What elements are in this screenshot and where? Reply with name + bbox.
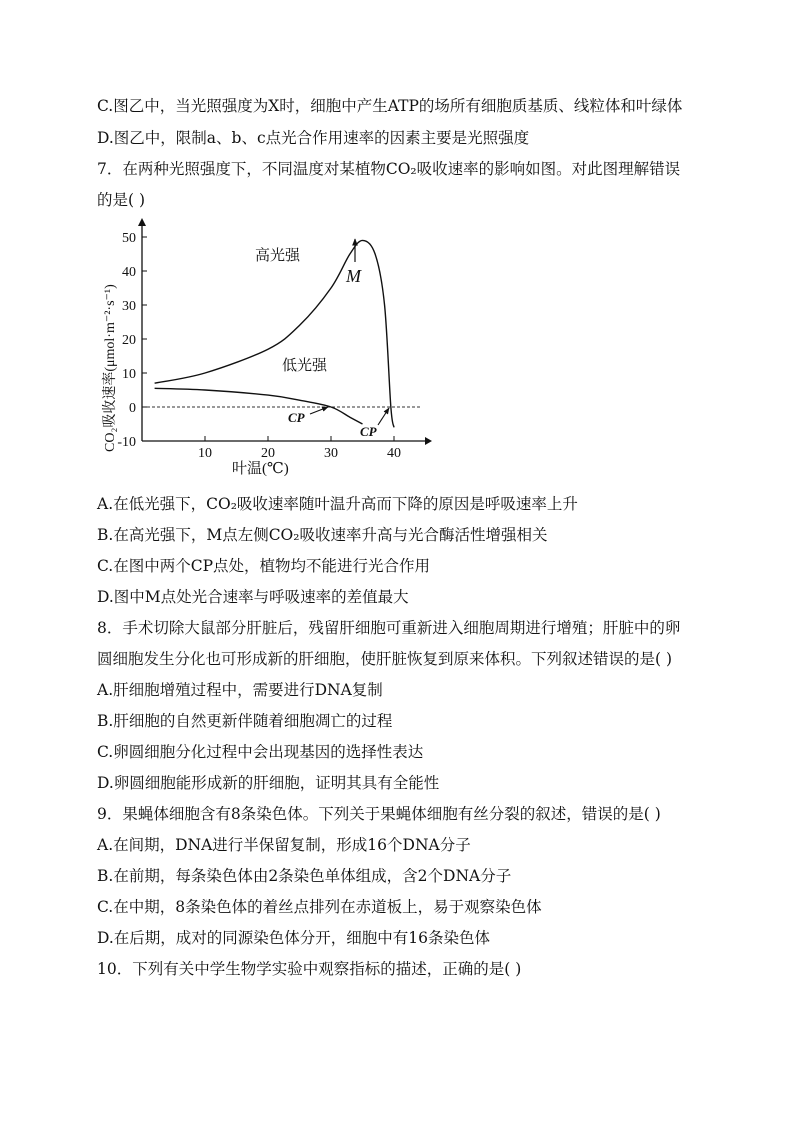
x-axis-title: 叶温(℃) (232, 461, 289, 477)
series-label-low: 低光强 (282, 358, 328, 374)
x-tick-label: 40 (387, 446, 401, 461)
q8-option-c: C.卵圆细胞分化过程中会出现基因的选择性表达 (97, 743, 424, 761)
y-axis-arrow (138, 218, 146, 226)
q8-stem-1: 8．手术切除大鼠部分肝脏后，残留肝细胞可重新进入细胞周期进行增殖；肝脏中的卵 (97, 619, 681, 637)
low-light-curve (155, 388, 363, 424)
y-axis-title: CO₂吸收速率(μmol·m⁻²·s⁻¹) (103, 284, 118, 452)
line-d-option-prev: D.图乙中，限制a、b、c点光合作用速率的因素主要是光照强度 (97, 129, 530, 147)
q10-stem: 10．下列有关中学生物学实验中观察指标的描述，正确的是( ) (97, 960, 522, 978)
y-tick-label: 0 (129, 401, 136, 416)
m-label: M (346, 266, 361, 286)
q7-option-b: B.在高光强下，M点左侧CO₂吸收速率升高与光合酶活性增强相关 (97, 526, 548, 544)
q8-stem-2: 圆细胞发生分化也可形成新的肝细胞，使肝脏恢复到原来体积。下列叙述错误的是( ) (97, 650, 673, 668)
q8-option-a: A.肝细胞增殖过程中，需要进行DNA复制 (97, 681, 383, 699)
cp-label-2: CP (360, 424, 377, 439)
x-axis-arrow (425, 437, 432, 445)
co2-temperature-chart (92, 214, 432, 479)
q9-option-c: C.在中期，8条染色体的着丝点排列在赤道板上，易于观察染色体 (97, 898, 542, 916)
cp-arrow-2 (378, 408, 389, 425)
q8-option-d: D.卵圆细胞能形成新的肝细胞，证明其具有全能性 (97, 774, 440, 792)
line-c-option-prev: C.图乙中，当光照强度为X时，细胞中产生ATP的场所有细胞质基质、线粒体和叶绿体 (97, 97, 683, 115)
series-label-high: 高光强 (255, 248, 301, 264)
q7-stem-2: 的是( ) (97, 191, 146, 209)
q9-stem: 9．果蝇体细胞含有8条染色体。下列关于果蝇体细胞有丝分裂的叙述，错误的是( ) (97, 805, 661, 823)
cp-label-1: CP (288, 410, 305, 425)
cp-arrow-1 (310, 407, 328, 414)
q9-option-a: A.在间期，DNA进行半保留复制，形成16个DNA分子 (97, 836, 471, 854)
y-tick-label: 30 (122, 299, 136, 314)
q9-option-b: B.在前期，每条染色体由2条染色单体组成，含2个DNA分子 (97, 867, 512, 885)
q9-option-d: D.在后期，成对的同源染色体分开，细胞中有16条染色体 (97, 929, 491, 947)
y-tick-label: 10 (122, 367, 136, 382)
x-tick-label: 10 (198, 446, 212, 461)
q7-option-a: A.在低光强下，CO₂吸收速率随叶温升高而下降的原因是呼吸速率上升 (97, 495, 578, 513)
y-tick-label: 20 (122, 333, 136, 348)
q7-option-c: C.在图中两个CP点处，植物均不能进行光合作用 (97, 557, 431, 575)
q8-option-b: B.肝细胞的自然更新伴随着细胞凋亡的过程 (97, 712, 393, 730)
y-tick-label: 50 (122, 231, 136, 246)
q7-option-d: D.图中M点处光合速率与呼吸速率的差值最大 (97, 588, 409, 606)
x-tick-label: 20 (261, 446, 275, 461)
y-tick-label: -10 (117, 435, 136, 450)
q7-stem-1: 7．在两种光照强度下，不同温度对某植物CO₂吸收速率的影响如图。对此图理解错误 (97, 160, 681, 178)
x-tick-label: 30 (324, 446, 338, 461)
y-tick-label: 40 (122, 265, 136, 280)
